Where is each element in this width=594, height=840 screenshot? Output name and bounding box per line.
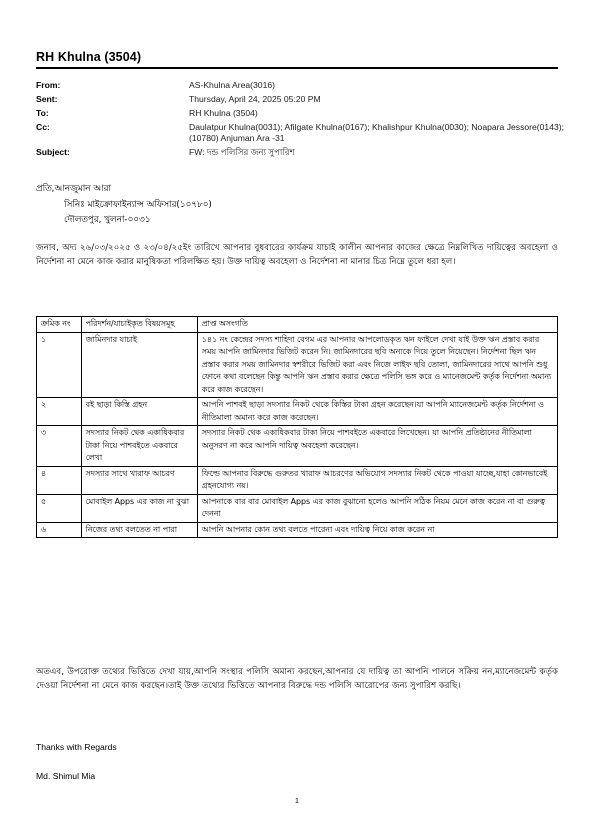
closing-line: Thanks with Regards (36, 742, 117, 752)
header-label: Subject: (36, 147, 70, 157)
row-finding: সদস্যার নিকট থেক একাধিকবার টাকা নিয়ে পাশবইতে একবারে লিখেছেন। যা আপনি প্রতিষ্ঠানের নীতিমালা অনুসরণ না করে আপনি দায়িত্ব অবহেলা করেছেন। (197, 426, 557, 467)
table-row (37, 494, 558, 522)
table-row (37, 332, 558, 398)
table-row (37, 522, 558, 538)
column-header-finding: প্রাপ্ত অসংগতি (197, 317, 557, 333)
row-serial: ৩ (37, 426, 82, 467)
recipient-name: প্রতি,আনজুমান আরা (36, 184, 111, 194)
sender-signature: Md. Shimul Mia (36, 771, 96, 781)
row-topic: সদস্যার নিকট থেক একাধিকবার টাকা নিয়ে পাশবইতে একবারে লেখা (81, 426, 197, 467)
row-serial: ৬ (37, 522, 82, 538)
header-value: AS-Khulna Area(3016) (189, 80, 275, 90)
row-topic: মোবাইল Apps এর কাজ না বুঝা (81, 494, 197, 522)
title-divider (36, 67, 558, 69)
mailbox-title: RH Khulna (3504) (36, 50, 142, 64)
header-label: To: (36, 108, 49, 118)
header-value: Thursday, April 24, 2025 05:20 PM (189, 94, 321, 104)
header-label: Cc: (36, 122, 50, 132)
recipient-designation: সিনিঃ মাইক্রোফাইন্যান্স অফিসার(১০৭৮০) (64, 200, 212, 210)
page-number: 1 (295, 798, 299, 805)
row-finding: ফিল্ডে আপনার বিরুদ্ধে গুরুতর খারাফ আচরণের অভিযোগ সদস্যার নিকট থেকে পাওয়া যাচ্ছে,যাহা কোনভাবেই গ্রহনযোগ্য নয়। (197, 466, 557, 494)
recipient-branch: দৌলতপুর, খুলনা-০০৩১ (64, 215, 151, 225)
row-finding: ১৪১ নং কেন্দ্রের সদস্য শাহিদা বেগম এর আপনার আপলোডকৃত ঋন ফাইলে দেখা যাই উক্ত ঋন প্রস্তাব করার সময় আপনি জামিনদার ভিজিট করেন নি। জামিনদারের ছবি অন্যকে দিয়ে তুলে নিয়েছেন। নির্দেশনা ছিল ঋন প্রস্তাব করার সময় জামিনদার স্বশরীরে ভিজিট করা এবং নিজে লাইফ ছবি তোলা, জামিনদারের সাথে আপনি শুধু ফোনে কথা বলেছেন কিন্তু আপনি ঋন প্রস্তাব করার ক্ষেত্রে পলিসি ভঙ্গ করে ও ম্যানেজমেন্ট কর্তৃক নির্দেশনা অমান্য করে কাজ করেছেন। (197, 332, 557, 398)
table-header-row (37, 317, 558, 333)
intro-paragraph: জনাব, অদ্য ২৬/০৩/২০২৫ ও ২৩/০৪/২৫ইং তারিখে আপনার বুধবারের কার্যক্রম যাচাই কালীন আপনার কাজের ক্ষেত্রে নিম্নলিখিত দায়িত্বের অবহেলা ও নির্দেশনা না মেনে কাজ করার মানুষিকতা পরিলক্ষিত হয়। উক্ত দায়িত্ব অবহেলা ও নির্দেশনা না মানার চিত্র নিম্নে তুলে ধরা হল। (36, 243, 558, 267)
header-value: FW: দন্ড পলিসির জন্য সুপারিশ (189, 147, 295, 157)
header-label: From: (36, 80, 61, 90)
row-finding: আপনি পাশবই ছাড়া সদস্যার নিকট থেকে কিস্তির টাকা গ্রহন করেছেন।যা আপনি ম্যানেজমেন্ট কর্তৃক নির্দেশনা ও নীতিমালা অমান্য করে কাজ করেছেন। (197, 398, 557, 426)
row-topic: বই ছাড়া কিস্তি গ্রহন (81, 398, 197, 426)
findings-table (36, 316, 558, 538)
row-topic: সদস্যার সাথে খারাফ আচরণ (81, 466, 197, 494)
conclusion-paragraph: অতএব, উপরোক্ত তথ্যের ভিত্তিতে দেখা যায়,আপনি সংস্থার পলিসি অমান্য করছেন,আপনার যে দায়িত্ব তা আপনি পালনে সক্রিয় নন,ম্যানেজমেন্ট কর্তৃক দেওয়া নির্দেশনা না মেনে কাজ করছেন।তাই উক্ত তথ্যের ভিত্তিতে আপনার বিরুদ্ধে দন্ড পলিসি আরোপের জন্য সুপারিশ করছি। (36, 667, 558, 691)
column-header-serial: ক্রমিক নং (37, 317, 82, 333)
row-serial: ৪ (37, 466, 82, 494)
row-topic: নিজের তথ্য বলতেত না পারা (81, 522, 197, 538)
table-row (37, 466, 558, 494)
row-topic: জামিনদার যাচাই (81, 332, 197, 398)
header-value: Daulatpur Khulna(0031); Afilgate Khulna(0167); Khalishpur Khulna(0030); Noapara Jessore(0143); (10780) Anjuman Ara -31 (189, 122, 565, 143)
row-serial: ১ (37, 332, 82, 398)
table-row (37, 398, 558, 426)
row-serial: ২ (37, 398, 82, 426)
row-finding: আপনাকে বার বার মোবাইল Apps এর কাজ বুঝানো হলেও আপনি সঠিক নিয়ম মেনে কাজ করেন না বা গুরুত্ব দেননা (197, 494, 557, 522)
row-serial: ৫ (37, 494, 82, 522)
column-header-topic: পরিদর্শন/যাচাইকৃত বিষয়সমূহ (81, 317, 197, 333)
header-label: Sent: (36, 94, 58, 104)
row-finding: আপনি আপনার কোন তথ্য বলতে পারেনা এবং দায়িত্ব নিয়ে কাজ করেন না (197, 522, 557, 538)
header-value: RH Khulna (3504) (189, 108, 258, 118)
table-row (37, 426, 558, 467)
